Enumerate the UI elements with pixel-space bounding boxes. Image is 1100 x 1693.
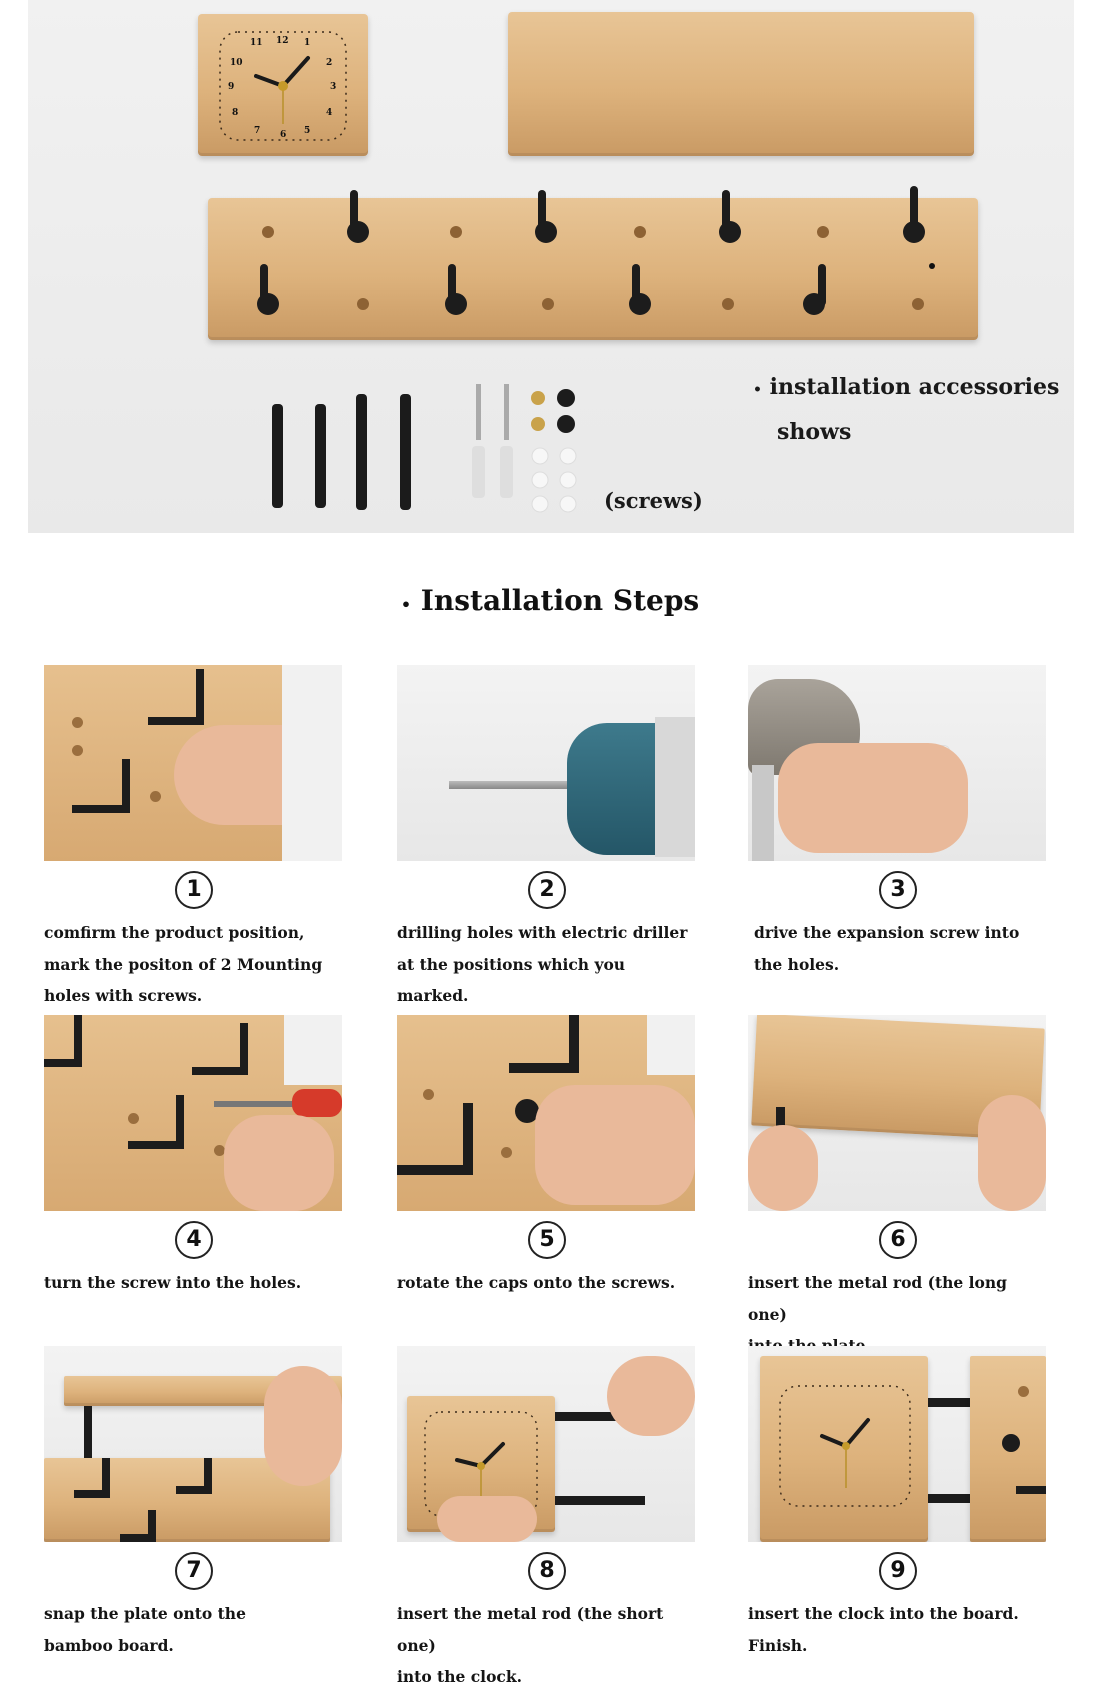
- step-number: 2: [528, 871, 566, 909]
- screws-caption: (screws): [604, 488, 703, 513]
- hand-icon: [607, 1356, 695, 1436]
- step-9: [748, 1346, 1048, 1661]
- step-description: drilling holes with electric driller at the positions which you marked.: [397, 923, 688, 1005]
- step-number: 6: [879, 1221, 917, 1259]
- screwdriver-icon: [214, 1101, 294, 1107]
- step-photo: [748, 1346, 1046, 1542]
- section-title: [0, 584, 1100, 617]
- bullet: •: [400, 595, 412, 614]
- step-description: snap the plate onto the bamboo board.: [44, 1604, 246, 1655]
- bullet: •: [753, 382, 762, 398]
- step-number: 9: [879, 1552, 917, 1590]
- step-photo: [748, 1015, 1046, 1211]
- clock-number: 4: [326, 108, 333, 118]
- step-1: [44, 665, 344, 1012]
- accessories-caption: [753, 366, 1059, 453]
- hooks-icon: [208, 180, 978, 322]
- step-description: comfirm the product position, mark the positon of 2 Mounting holes with screws.: [44, 923, 323, 1005]
- hand-icon: [437, 1496, 537, 1542]
- clock-face-icon: [760, 1356, 928, 1542]
- step-description: insert the clock into the board. Finish.: [748, 1604, 1019, 1655]
- step-number: 3: [879, 871, 917, 909]
- step-photo: [44, 1015, 342, 1211]
- clock-number: 8: [232, 108, 239, 118]
- step-photo: [397, 665, 695, 861]
- hook-board: [970, 1356, 1046, 1542]
- metal-rod-icon: [928, 1398, 970, 1407]
- step-description: insert the metal rod (the long one): [748, 1273, 1007, 1324]
- clock-number: 2: [326, 58, 333, 68]
- step-description: drive the expansion screw into the holes.: [754, 923, 1020, 974]
- step-photo: [397, 1015, 695, 1211]
- clock-number: 1: [304, 38, 311, 48]
- hand-icon: [224, 1115, 334, 1211]
- hand-icon: [978, 1095, 1046, 1211]
- step-photo: [748, 665, 1046, 861]
- clock-number: 9: [228, 82, 235, 92]
- step-description: turn the screw into the holes.: [44, 1273, 302, 1292]
- accessories-caption-line1: installation accessories: [769, 374, 1060, 400]
- wooden-clock: [760, 1356, 928, 1542]
- section-title-text: Installation Steps: [420, 584, 700, 617]
- metal-rods-icon: [260, 390, 440, 520]
- clock-number: 11: [250, 38, 263, 48]
- hand-icon: [535, 1085, 695, 1205]
- step-3: [748, 665, 1048, 980]
- step-photo: [44, 665, 342, 861]
- clock-number: 3: [330, 82, 337, 92]
- step-number: 5: [528, 1221, 566, 1259]
- wooden-clock: [198, 14, 368, 156]
- step-4: [44, 1015, 344, 1299]
- metal-rod-icon: [555, 1496, 645, 1505]
- step-description: insert the metal rod (the short one) into the clock.: [397, 1604, 664, 1686]
- step-photo: [397, 1346, 695, 1542]
- step-photo: [44, 1346, 342, 1542]
- step-7: [44, 1346, 344, 1661]
- metal-rod-icon: [928, 1494, 970, 1503]
- screws-anchors-icon: [458, 380, 588, 520]
- hand-icon: [778, 743, 968, 853]
- clock-number: 10: [230, 58, 243, 68]
- step-5: [397, 1015, 697, 1299]
- screwdriver-handle-icon: [292, 1089, 342, 1117]
- clock-number: 6: [280, 130, 287, 140]
- step-number: 1: [175, 871, 213, 909]
- step-description: rotate the caps onto the screws.: [397, 1273, 676, 1292]
- clock-number: 7: [254, 126, 261, 136]
- step-2: [397, 665, 697, 1012]
- step-number: 7: [175, 1552, 213, 1590]
- clock-number: 12: [276, 36, 289, 46]
- product-accessories-photo: [28, 0, 1074, 533]
- accessories-caption-line2: shows: [777, 419, 852, 445]
- wooden-shelf-plate: [508, 12, 974, 156]
- drill-bit-icon: [449, 781, 569, 789]
- step-6: [748, 1015, 1048, 1362]
- hook-board: [208, 198, 978, 340]
- hand-icon: [748, 1125, 818, 1211]
- clock-number: 5: [304, 126, 311, 136]
- hand-icon: [264, 1366, 342, 1486]
- step-number: 4: [175, 1221, 213, 1259]
- step-number: 8: [528, 1552, 566, 1590]
- step-8: [397, 1346, 697, 1693]
